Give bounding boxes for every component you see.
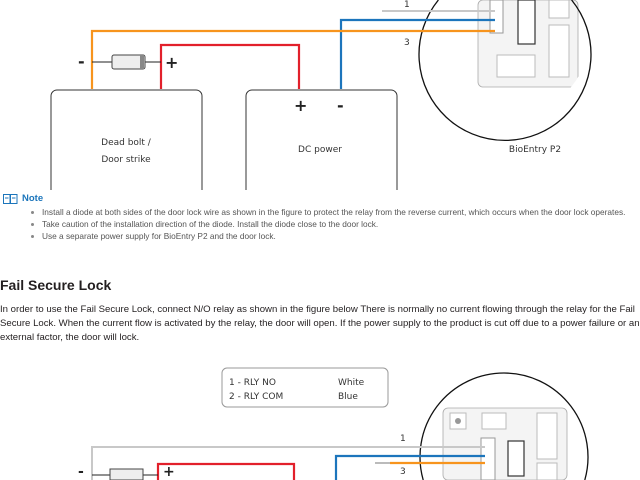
dc-power-plus: + (294, 96, 308, 115)
diode-minus-label: - (78, 52, 85, 71)
note-item: Take caution of the installation direction of the diode. Install the diode close to the door lock. (42, 218, 640, 230)
diode-minus-label: - (78, 464, 84, 480)
wire-label-1: 1 (404, 0, 410, 10)
diode (92, 469, 158, 480)
dc-power-box (246, 90, 397, 190)
wire-label-3: 3 (400, 467, 406, 477)
note-list (30, 206, 640, 242)
legend-color-2: Blue (338, 392, 358, 402)
door-lock-label-2: Door strike (101, 155, 151, 165)
bioentry-board (443, 408, 567, 480)
legend-color-1: White (338, 378, 365, 388)
note-item: Use a separate power supply for BioEntry P2 and the door lock. (42, 230, 640, 242)
dc-power-minus: - (337, 96, 344, 115)
top-wiring-diagram (0, 0, 640, 190)
bottom-wiring-diagram (0, 360, 640, 480)
book-note-icon (3, 194, 18, 204)
bioentry-board (478, 0, 578, 87)
legend-pin-2: 2 - RLY COM (229, 392, 284, 402)
door-lock-label-1: Dead bolt / (101, 138, 151, 148)
device-label: BioEntry P2 (508, 145, 562, 155)
diode-plus-label: + (163, 464, 175, 480)
red-wire (161, 45, 299, 89)
orange-wire (92, 31, 495, 89)
wire-label-1: 1 (400, 434, 406, 444)
note-title: Note (22, 193, 44, 204)
section-heading: Fail Secure Lock (0, 277, 112, 293)
legend-pin-1: 1 - RLY NO (229, 378, 276, 388)
diode (92, 55, 161, 69)
section-paragraph: In order to use the Fail Secure Lock, connect N/O relay as shown in the figure below There is normally no current flowing through the relay for the Fail Secure Lock. When the current flow is activated by the relay, the door will open. If the power supply to the product is cut off due to a power failure or an external factor, the door will lock. (0, 304, 640, 343)
dc-power-label: DC power (298, 145, 342, 155)
red-wire (158, 464, 294, 480)
wire-label-3: 3 (404, 38, 410, 48)
note-item: Install a diode at both sides of the door lock wire as shown in the figure to protect the relay from the reverse current, which occurs when the door lock operates. (42, 206, 640, 218)
diode-plus-label: + (165, 53, 179, 72)
